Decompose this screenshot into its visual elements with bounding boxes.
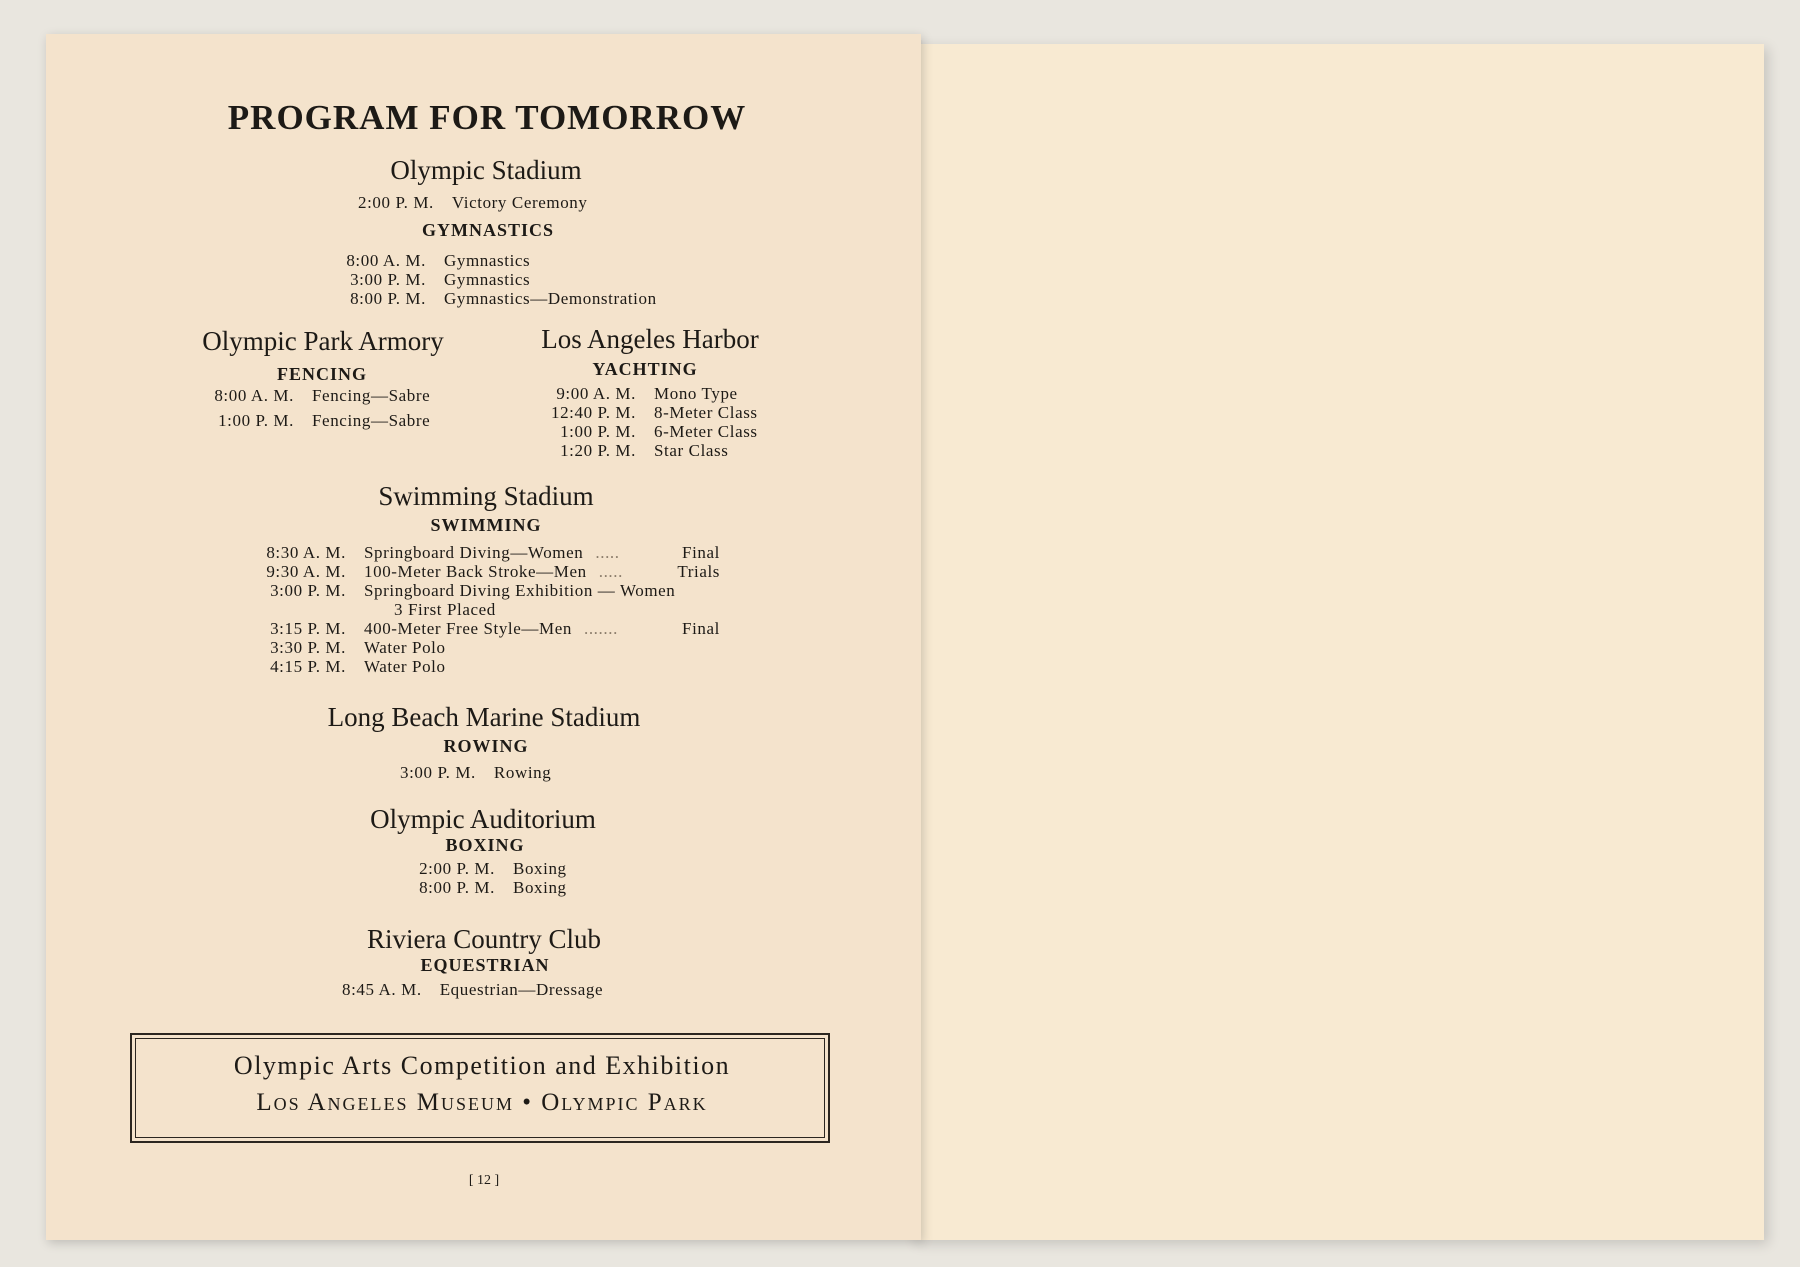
schedule-row	[240, 619, 720, 638]
event: Water Polo	[364, 657, 446, 676]
event: 100-Meter Back Stroke—Men	[364, 562, 587, 581]
page-title: PROGRAM FOR TOMORROW	[227, 98, 747, 137]
time: 8:00 A. M.	[214, 386, 294, 405]
schedule-row	[342, 980, 603, 999]
schedule-row	[530, 384, 758, 403]
time: 1:20 P. M.	[560, 441, 636, 460]
venue-long-beach-marine-stadium: Long Beach Marine Stadium	[327, 702, 641, 732]
event: Equestrian—Dressage	[439, 980, 604, 999]
time: 9:00 A. M.	[556, 384, 636, 403]
time	[240, 600, 346, 619]
time: 4:15 P. M.	[270, 657, 346, 676]
time: 3:15 P. M.	[270, 619, 346, 638]
leader-dots: .......	[583, 619, 618, 638]
schedule-row	[240, 543, 720, 562]
status: Trials	[677, 562, 720, 581]
schedule-row	[240, 657, 720, 676]
time: 9:30 A. M.	[266, 562, 346, 581]
page-number: [ 12 ]	[468, 1173, 500, 1188]
schedule-row	[330, 270, 657, 289]
venue-olympic-auditorium: Olympic Auditorium	[370, 804, 596, 834]
time: 2:00 P. M.	[358, 193, 434, 212]
schedule-row	[198, 411, 430, 430]
schedule-row	[240, 600, 720, 619]
event: Boxing	[513, 859, 567, 878]
time: 8:45 A. M.	[342, 980, 422, 999]
event: Rowing	[493, 763, 552, 782]
event: 8-Meter Class	[654, 403, 758, 422]
event: Springboard Diving—Women	[364, 543, 584, 562]
event: 400-Meter Free Style—Men	[364, 619, 572, 638]
event: Gymnastics	[444, 270, 531, 289]
venue-olympic-stadium: Olympic Stadium	[390, 155, 582, 185]
venue-olympic-park-armory: Olympic Park Armory	[202, 326, 444, 356]
schedule-row	[400, 763, 551, 782]
time: 8:00 P. M.	[350, 289, 426, 308]
time: 3:30 P. M.	[270, 638, 346, 657]
time: 8:00 A. M.	[346, 251, 426, 270]
sport-fencing: FENCING	[276, 364, 368, 384]
status: Final	[682, 619, 720, 638]
time: 1:00 P. M.	[560, 422, 636, 441]
schedule-row	[240, 638, 720, 657]
event: Victory Ceremony	[451, 193, 588, 212]
fencing-schedule	[198, 386, 430, 430]
time: 8:00 P. M.	[419, 878, 495, 897]
time: 3:00 P. M.	[350, 270, 426, 289]
schedule-row	[240, 581, 720, 600]
leader-dots: .....	[595, 543, 620, 562]
event: Gymnastics	[444, 251, 531, 270]
event: Boxing	[513, 878, 567, 897]
schedule-row	[330, 251, 657, 270]
boxing-schedule	[400, 859, 567, 897]
status: Final	[682, 543, 720, 562]
schedule-row	[400, 878, 567, 897]
schedule-row	[530, 403, 758, 422]
blank-right-page	[912, 44, 1764, 1240]
sport-swimming: SWIMMING	[430, 515, 542, 535]
sport-yachting: YACHTING	[592, 359, 698, 379]
venue-los-angeles-harbor: Los Angeles Harbor	[541, 324, 759, 354]
event: 3 First Placed	[394, 600, 496, 619]
sport-equestrian: EQUESTRIAN	[420, 955, 550, 975]
schedule-row	[400, 859, 567, 878]
event: Gymnastics—Demonstration	[444, 289, 657, 308]
time: 12:40 P. M.	[550, 403, 636, 422]
event: Water Polo	[364, 638, 446, 657]
event: Fencing—Sabre	[312, 411, 431, 430]
gymnastics-schedule	[330, 251, 657, 308]
rowing-schedule	[400, 763, 551, 782]
venue-riviera-country-club: Riviera Country Club	[367, 924, 601, 954]
schedule-row	[530, 441, 758, 460]
schedule-row	[198, 386, 430, 405]
arts-exhibition-box	[130, 1033, 830, 1143]
time: 3:00 P. M.	[270, 581, 346, 600]
arts-title: Olympic Arts Competition and Exhibition	[233, 1051, 731, 1080]
swimming-schedule	[240, 543, 720, 676]
event: Springboard Diving Exhibition — Women	[364, 581, 676, 600]
sport-gymnastics: GYMNASTICS	[421, 220, 555, 240]
event: Mono Type	[654, 384, 738, 403]
sport-boxing: BOXING	[445, 835, 525, 855]
time: 1:00 P. M.	[218, 411, 294, 430]
arts-location: Los Angeles Museum • Olympic Park	[256, 1089, 708, 1116]
schedule-row	[240, 562, 720, 581]
yachting-schedule	[530, 384, 758, 460]
schedule-row	[330, 289, 657, 308]
time: 3:00 P. M.	[400, 763, 476, 782]
venue-swimming-stadium: Swimming Stadium	[378, 481, 594, 511]
leader-dots: .....	[598, 562, 623, 581]
sport-rowing: ROWING	[443, 736, 529, 756]
victory-ceremony-row	[358, 193, 588, 212]
equestrian-schedule	[342, 980, 603, 999]
time: 2:00 P. M.	[419, 859, 495, 878]
event: Fencing—Sabre	[312, 386, 431, 405]
event: Star Class	[654, 441, 729, 460]
event: 6-Meter Class	[654, 422, 758, 441]
schedule-row	[530, 422, 758, 441]
time: 8:30 A. M.	[266, 543, 346, 562]
